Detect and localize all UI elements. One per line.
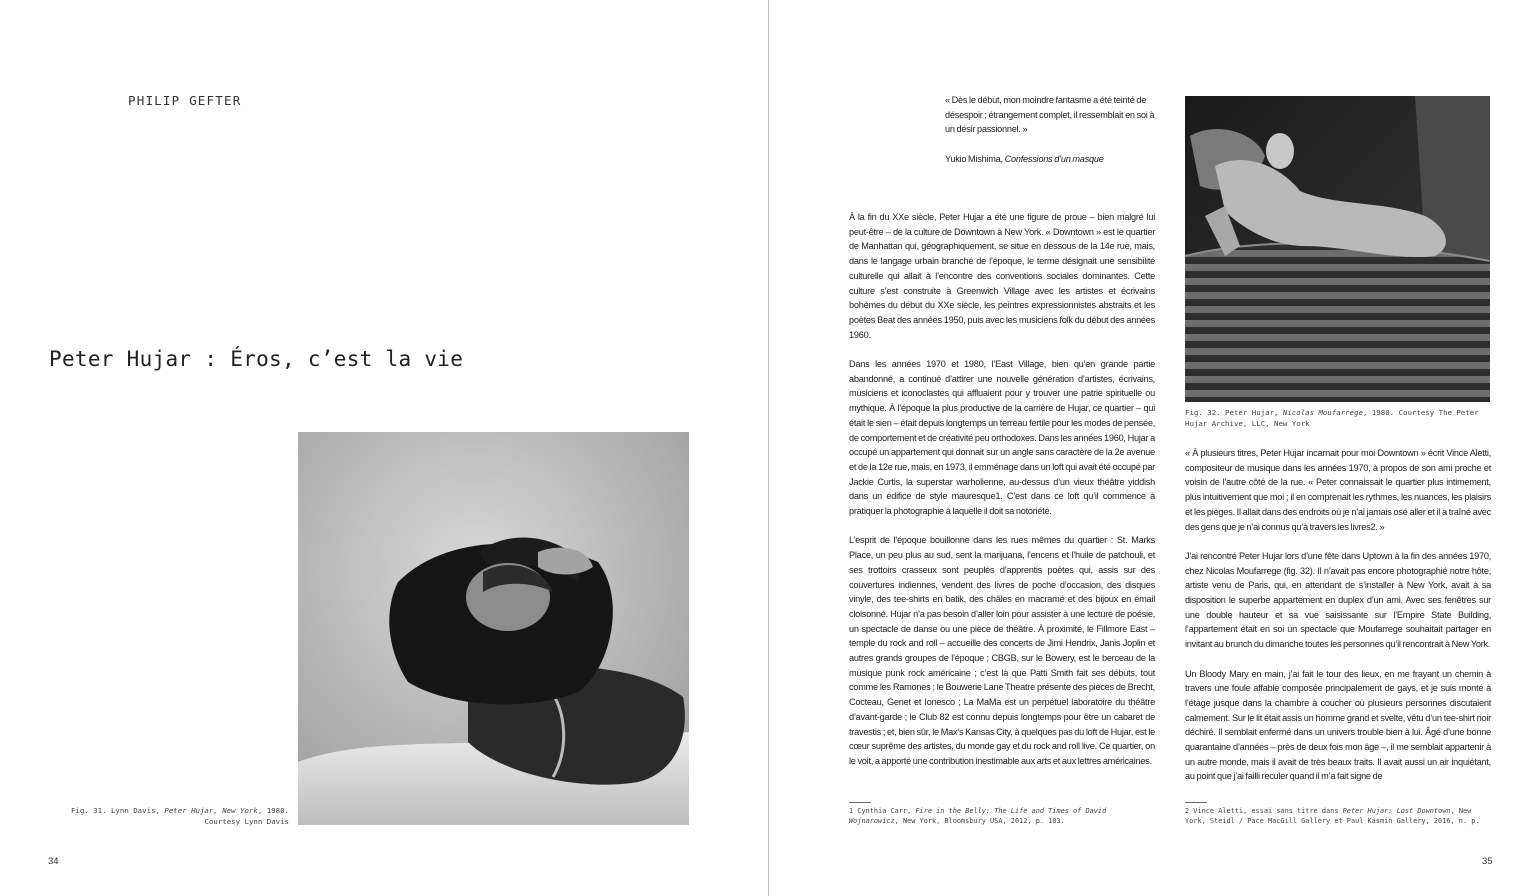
caption-suffix: , 1980. Courtesy The Peter Hujar Archive, LLC, New York <box>1185 408 1479 428</box>
caption-work-title: Nicolas Moufarrege <box>1282 408 1363 417</box>
epigraph-quote: « Dès le début, mon moindre fantasme a été teinté de désespoir ; étrangement complet, il ressemblait en soi à un désir passionnel. » <box>945 95 1155 135</box>
paragraph: Un Bloody Mary en main, j’ai fait le tour des lieux, en me frayant un chemin à travers une foule affable composée principalement de gays, et je suis monté à l’étage jusque dans la chambre à coucher où plusieurs personnes discutaient calmement. Sur le lit était assis un homme grand et svelte, vêtu d’un tee-shirt noir déchiré. Il semblait enfermé dans un univers trouble bien à lui. Âgé d’une bonne quarantaine d’années – près de deux fois mon âge –, il me semblait appartenir à un autre monde, mais il avait de très beaux traits. Il avait aussi un air inquiétant, au point que j’ai failli reculer quand il m’a fait signe de <box>1185 668 1491 782</box>
right-page <box>769 0 1537 896</box>
left-page <box>0 0 768 896</box>
text-column-right <box>1185 446 1491 799</box>
figure-caption <box>48 806 289 827</box>
footnote-suffix: , New York, Bloomsbury USA, 2012, p. 183. <box>894 817 1065 826</box>
paragraph: « À plusieurs titres, Peter Hujar incarnait pour moi Downtown » écrit Vince Aletti, compositeur de musique dans les années 1970, à propos de son ami proche et voisin de l’autre côté de la rue. « Peter connaissait le quartier plus intimement, plus intuitivement que moi ; il en comprenait les rythmes, les nuances, les plaisirs et les pièges. Il allait dans des endroits où je n’ai jamais osé aller et il a traîné avec des gens que je n’ai connus qu’à travers les livres2. » <box>1185 448 1491 532</box>
paragraph: L’esprit de l’époque bouillonne dans les rues mêmes du quartier : St. Marks Place, un peu plus au sud, sent la marijuana, l’encens et l’huile de patchouli, et ses trottoirs crasseux sont peuplés d’apprentis poètes qui, assis sur des couvertures indiennes, vendent des livres de poche d’occasion, des disques vinyle, des tee-shirts en batik, des châles en macramé et des bijoux en émail cloisonné. Hujar n’a pas besoin d’aller loin pour assister à une lecture de poésie, un spectacle de danse ou une pièce de théâtre. À proximité, le Fillmore East – temple du rock and roll – accueille des concerts de Jimi Hendrix, Janis Joplin et autres grands groupes de l’époque ; CBGB, sur le Bowery, est le berceau de la musique punk rock américaine ; c’est là que Patti Smith fait ses débuts, tout comme les Ramones ; le Bouwerie Lane Theatre présente des pièces de Brecht, Cocteau, Genet et Ionesco ; La MaMa est un perpétuel laboratoire du théâtre d’avant-garde ; le Club 82 est connu depuis longtemps pour être un cabaret de travestis ; et, bien sûr, le Max’s Kansas City, à quelques pas du loft de Hujar, est le cœur suprême des artistes, du monde gay et du rock and roll live. Ce quartier, on le voit, a apporté une contribution inestimable aux arts et aux lettres américaines. <box>849 535 1155 766</box>
footnote-work: Fire in the Belly: The Life and Times of David Wojnarowicz <box>849 807 1107 826</box>
figure-caption <box>1185 408 1490 429</box>
photo-nicolas-moufarrege <box>1185 96 1490 402</box>
epigraph-work: Confessions d’un masque <box>1004 153 1104 164</box>
epigraph-author: Yukio Mishima, <box>945 153 1005 164</box>
article-title: Peter Hujar : Éros, c’est la vie <box>49 347 464 371</box>
author-name: PHILIP GEFTER <box>128 93 242 108</box>
footnote-rule <box>1185 802 1207 803</box>
paragraph: À la fin du XXe siècle, Peter Hujar a été une figure de proue – bien malgré lui peut-être – de la culture de Downtown à New York. « Downtown » est le quartier de Manhattan qui, géographiquement, se situe en dessous de la 14e rue, mais, dans le langage urbain branché de l’époque, le terme désignait une sensibilité culturelle qui allait à l’encontre des conventions sociales dominantes. Cette culture s’est construite à Greenwich Village avec les artistes et écrivains bohèmes du début du XXe siècle, les peintres expressionnistes abstraits et les poètes Beat des années 1950, puis avec les musiciens folk du début des années 1960. <box>849 212 1155 340</box>
paragraph: J’ai rencontré Peter Hujar lors d’une fête dans Uptown à la fin des années 1970, chez Nicolas Moufarrege (fig. 32). Il n’avait pas encore photographié notre hôte, artiste venu de Paris, qui, en attendant de s’installer à New York, avait à sa disposition le superbe appartement en duplex d’un ami. Avec ses fenêtres sur une double hauteur et sa vue saisissante sur l’Empire State Building, l’appartement était en soi un spectacle que Moufarrege souhaitait partager en invitant au brunch du dimanche toutes les personnes qu’il rencontrait à New York. <box>1185 550 1491 650</box>
footnote-1 <box>849 806 1155 826</box>
page-number: 35 <box>1482 856 1493 867</box>
footnote-prefix: 2 Vince Aletti, essai sans titre dans <box>1185 807 1343 815</box>
footnote-work: Peter Hujar: Lost Downtown <box>1342 807 1451 815</box>
footnote-suffix: , New York, Steidl / Pace MacGill Gallery et Paul Kasmin Gallery, 2016, n. p. <box>1185 807 1480 826</box>
footnote-rule <box>849 802 871 803</box>
caption-prefix: Fig. 32. Peter Hujar, <box>1185 408 1283 417</box>
text-column-left <box>849 210 1155 783</box>
caption-work-title: Peter Hujar, New York <box>164 806 258 815</box>
paragraph: Dans les années 1970 et 1980, l’East Village, bien qu’en grande partie abandonné, a continué d’attirer une nouvelle génération d’artistes, écrivains, musiciens et iconoclastes qui affluaient pour y trouver une patrie spirituelle ou mythique. À l’époque la plus productive de la carrière de Hujar, ce quartier – qui était le sien – était depuis longtemps un terreau fertile pour les modes de pensée, de comportement et de créativité peu orthodoxes. Dans les années 1960, Hujar a occupé un appartement qui donnait sur un angle sans caractère de la 2e avenue et de la 12e rue, mais, en 1973, il emménage dans un loft qui avait été occupé par Jackie Curtis, la superstar warholienne, au-dessus d’un vieux théâtre yiddish dans un édifice de style mauresque1. C’est dans ce loft qu’il commence à pratiquer la photographie à laquelle il doit sa notoriété. <box>849 359 1155 517</box>
photo-peter-hujar-portrait <box>298 432 689 825</box>
page-number: 34 <box>48 856 59 867</box>
footnote-2 <box>1185 806 1491 826</box>
footnote-prefix: 1 Cynthia Carr, <box>849 807 916 815</box>
epigraph <box>945 93 1155 181</box>
caption-prefix: Fig. 31. Lynn Davis, <box>70 806 165 815</box>
caption-suffix: , 1980. Courtesy Lynn Davis <box>204 806 289 826</box>
